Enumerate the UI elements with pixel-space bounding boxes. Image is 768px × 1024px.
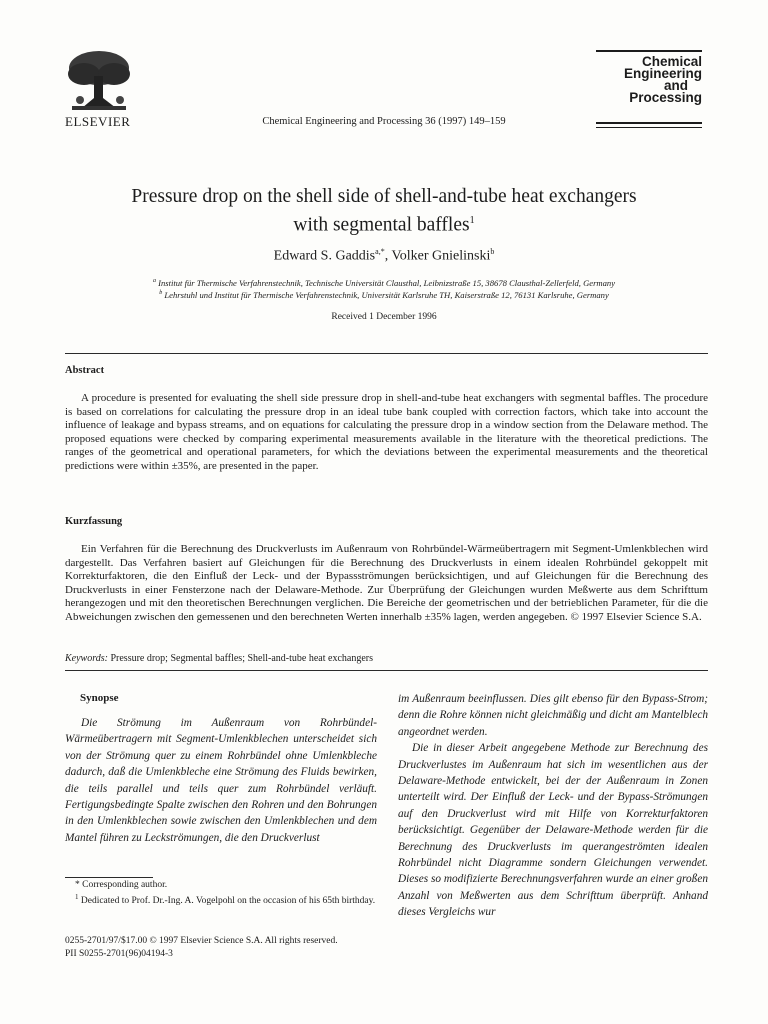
journal-line: Processing: [629, 90, 702, 105]
author-name: Edward S. Gaddis: [273, 248, 376, 264]
synopse-left-text: Die Strömung im Außenraum von Rohrbündel-Wärmeübertragern mit Segment-Umlenkblechen unterscheidet sich von der Strömung quer zu einem Rohrbündel ohne Umlenkbleche dadurch, daß die Umlenkbleche eine Strömung des Fluids bewirken, die teils parallel und teils quer zum Rohrbündel verläuft. Fertigungsbedingte Spalte zwischen den Rohren und den Bohrungen in den Umlenkblechen sowie zwischen den Umlenkblechen und dem Mantel führen zu Leckströmungen, die den Druckverlust: [65, 717, 377, 844]
title-line: [60, 209, 708, 238]
kurzfassung-heading: Kurzfassung: [65, 516, 123, 527]
author-separator: ,: [384, 248, 392, 264]
rule-top: [65, 353, 708, 354]
keywords-text: Pressure drop; Segmental baffles; Shell-and-tube heat exchangers: [107, 653, 373, 664]
journal-line: and: [663, 78, 688, 93]
affiliation-text: Lehrstuhl und Institut für Thermische Verfahrenstechnik, Universität Karlsruhe TH, Kaiserstraße 12, 76131 Karlsruhe, Germany: [164, 290, 609, 300]
author-list: [0, 247, 768, 265]
author-name: Volker Gnielinski: [391, 248, 491, 264]
journal-top-rule: [596, 50, 702, 52]
affiliation-mark: b: [159, 290, 163, 297]
title-footnote-mark: 1: [469, 215, 475, 226]
issn-line: 0255-2701/97/$17.00 © 1997 Elsevier Science S.A. All rights reserved.: [65, 936, 338, 946]
synopse-right-column: [398, 691, 708, 921]
footnote-corresponding: * Corresponding author.: [75, 880, 168, 890]
title-text: with segmental baffles: [293, 214, 470, 236]
journal-bottom-rule-thin: [596, 127, 702, 128]
affiliation-b: [60, 290, 708, 300]
received-date: Received 1 December 1996: [331, 312, 437, 322]
journal-bottom-rule: [596, 122, 702, 124]
publisher-name: ELSEVIER: [65, 114, 131, 129]
title-line: Pressure drop on the shell side of shell-and-tube heat exchangers: [131, 186, 637, 207]
keywords-line: [65, 653, 708, 664]
kurzfassung-text: Ein Verfahren für die Berechnung des Druckverlusts im Außenraum von Rohrbündel-Wärmeübertragern mit Segment-Umlenkblechen wird dargestellt. Das Verfahren basiert auf Gleichungen für die Berechnung des Druckverlusts in einem idealen Rohrbündel gekoppelt mit Korrekturfaktoren, die den Einfluß der Leck- und der Bypassströmungen berücksichtigen, und auf Gleichungen für die Berechnung des Druckverlusts in einer Fensterzone nach der Delaware-Methode. Zur Überprüfung der Gleichungen wurden Meßwerte aus dem Schrifttum herangezogen und mit den theoretischen Berechnungen verglichen. Die Bereiche der geometrischen und der betrieblichen Parameter, für die die Abweichungen zwischen den gemessenen und den berechneten Werten innerhalb ±35% lagen, werden angegeben. © 1997 Elsevier Science S.A.: [65, 543, 708, 623]
synopse-paragraph: Die in dieser Arbeit angegebene Methode zur Berechnung des Druckverlustes im Außenraum hat sich im wesentlichen aus der Delaware-Methode entwickelt, bei der der Außenraum in Zonen unterteilt wird. Der Einfluß der Leck- und der Bypass-Strömungen auf den Druckverlust wird mit Hilfe von Korrekturfaktoren berücksichtigt. Gegenüber der Delaware-Methode werden für die Berechnung des Druckverlusts im querangeströmten idealen Rohrbündel nicht Diagramme sondern Gleichungen verwendet. Dieses so modifizierte Berechnungsverfahren wurde an einer großen Anzahl von Meßwerten aus dem Schrifttum überprüft. Anhand dieses Vergleichs wur: [398, 742, 708, 919]
journal-line: Engineering: [623, 66, 702, 81]
footnote-dedication: [65, 892, 377, 908]
pii-line: PII S0255-2701(96)04194-3: [65, 949, 173, 959]
rule-bottom: [65, 670, 708, 671]
affiliation-text: Institut für Thermische Verfahrenstechnik, Technische Universität Clausthal, Leibnizstraße 15, 38678 Clausthal-Zellerfeld, Germany: [158, 278, 616, 288]
journal-logo: [596, 56, 702, 104]
abstract-text: A procedure is presented for evaluating the shell side pressure drop in shell-and-tube heat exchangers with segmental baffles. The procedure is based on correlations for calculating the pressure drop in an ideal tube bank coupled with correction factors, which take into account the influence of leakage and bypass streams, and on equations for calculating the pressure drop in a window section from the Delaware method. The proposed equations were checked by comparing experimental measurements available in the literature with the theoretical predictions. The ranges of the geometrical and operational parameters, for which the deviations between the experimental measurements and the theoretical predictions were within ±35%, are presented in the paper.: [65, 392, 708, 472]
elsevier-tree-logo: [62, 48, 136, 112]
synopse-paragraph: im Außenraum beeinflussen. Dies gilt ebenso für den Bypass-Strom; denn die Rohre können nicht gleichmäßig und dicht am Mantelblech angeordnet werden.: [398, 693, 708, 738]
keywords-label: Keywords:: [65, 653, 108, 664]
footnote-rule: [65, 877, 153, 878]
footnote-mark: 1: [75, 893, 79, 901]
abstract-heading: Abstract: [65, 365, 105, 376]
synopse-heading: Synopse: [80, 692, 119, 704]
journal-line: Chemical: [641, 54, 702, 69]
author-mark: a,*: [375, 247, 385, 256]
article-title: [60, 185, 708, 238]
journal-citation: Chemical Engineering and Processing 36 (1997) 149–159: [262, 116, 506, 127]
author-mark: b: [490, 247, 495, 256]
affiliation-mark: a: [152, 278, 156, 285]
footnote-text: Dedicated to Prof. Dr.-Ing. A. Vogelpohl on the occasion of his 65th birthday.: [78, 896, 376, 907]
affiliation-a: [60, 278, 708, 288]
